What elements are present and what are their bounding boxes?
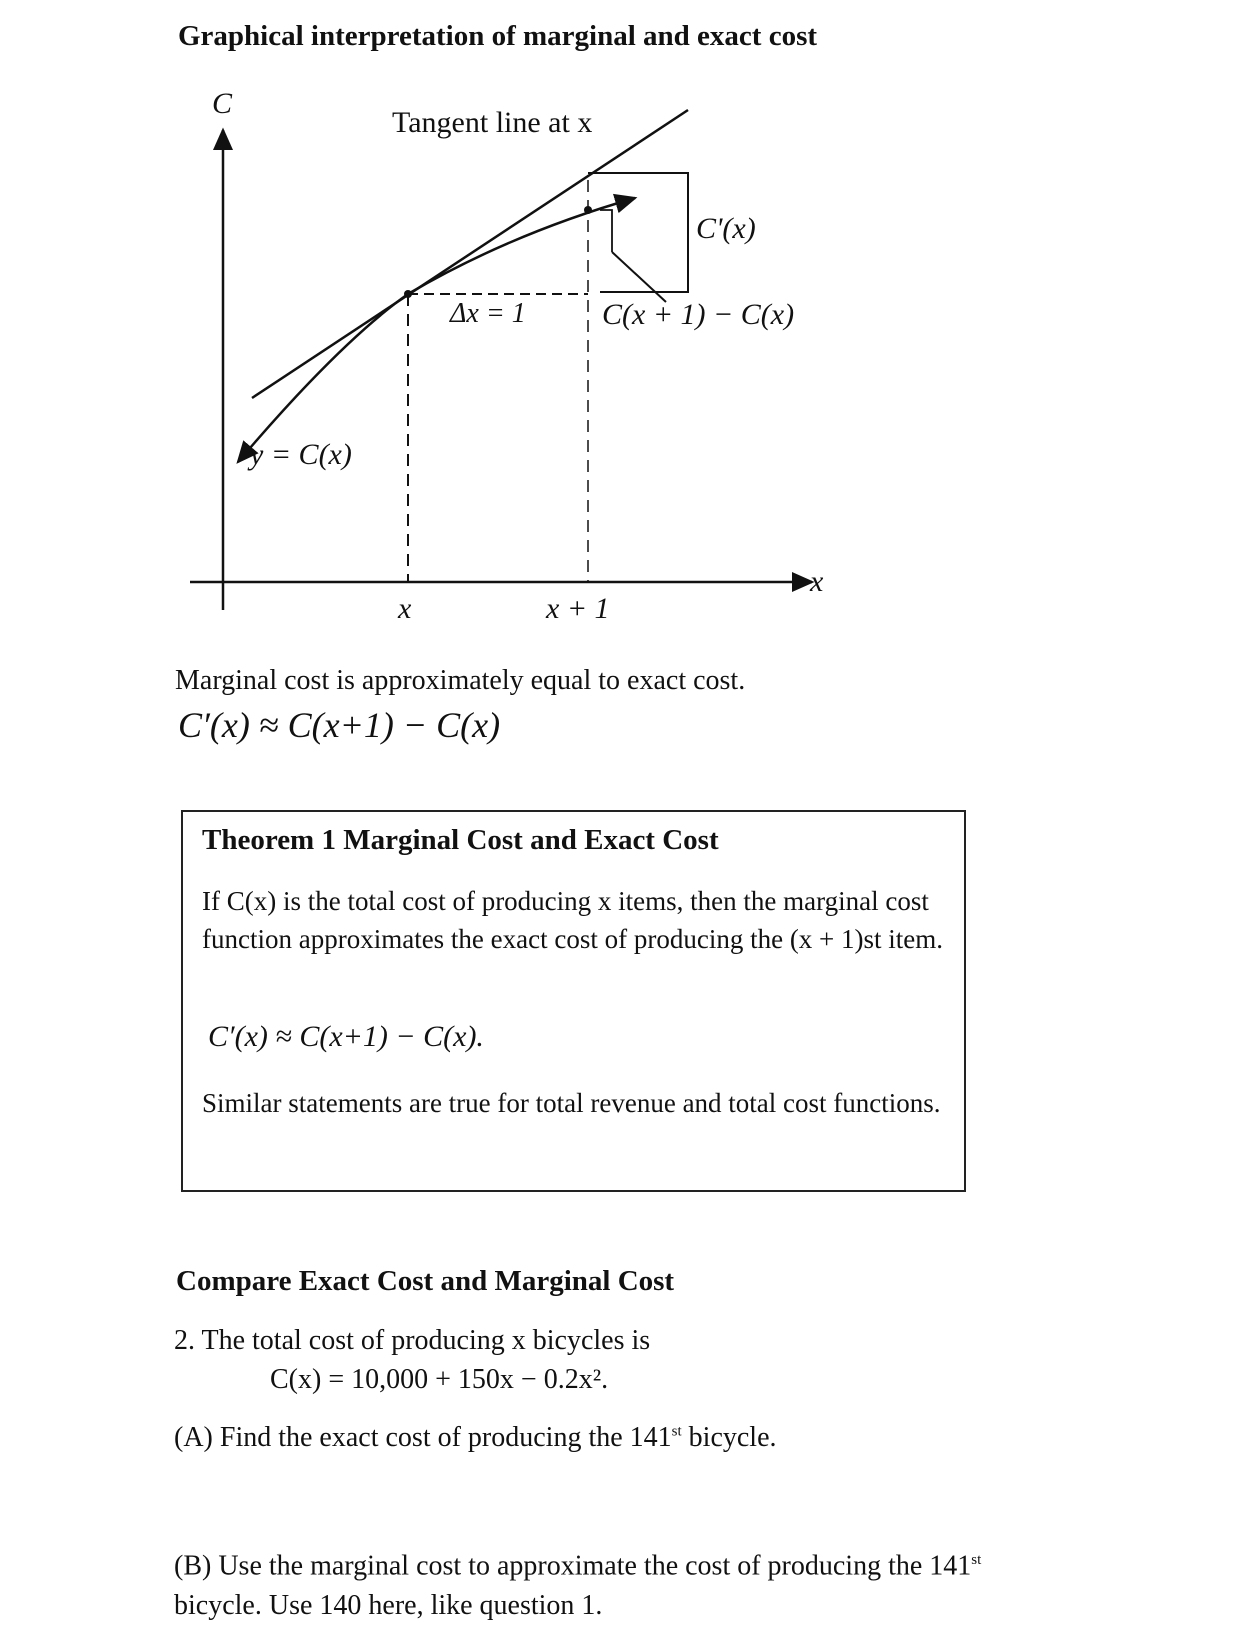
marginal-note: Marginal cost is approximately equal to exact cost. — [175, 665, 746, 696]
tangent-label: Tangent line at x — [392, 106, 593, 139]
derivative-label: C'(x) — [696, 212, 756, 245]
x-axis-label: x — [810, 565, 824, 598]
ordinal-suffix: st — [971, 1552, 982, 1568]
y-axis-label: C — [212, 87, 233, 120]
delta-label: Δx = 1 — [450, 298, 526, 329]
page-title: Graphical interpretation of marginal and exact cost — [178, 20, 818, 52]
question-2b-end: bicycle. Use 140 here, like question 1. — [174, 1590, 603, 1622]
question-2a — [174, 1422, 777, 1454]
question-2a-text: (A) Find the exact cost of producing the 141 — [174, 1422, 672, 1453]
question-2b — [174, 1540, 1074, 1626]
difference-label: C(x + 1) − C(x) — [602, 298, 795, 331]
tick-label-x1: x + 1 — [546, 592, 610, 625]
cost-graph — [180, 80, 880, 640]
tangent-line — [252, 110, 688, 398]
bracket-derivative — [588, 173, 688, 292]
question-2a-end: bicycle. — [681, 1422, 777, 1453]
ordinal-suffix: st — [671, 1423, 682, 1440]
question-2-text: 2. The total cost of producing x bicycles is — [174, 1325, 651, 1356]
curve-label: y = C(x) — [250, 438, 352, 471]
question-2b-text: (B) Use the marginal cost to approximate the cost of producing the 141 — [174, 1550, 972, 1582]
approx-formula: C′(x) ≈ C(x+1) − C(x) — [178, 705, 501, 745]
theorem-title: Theorem 1 Marginal Cost and Exact Cost — [202, 824, 719, 856]
bracket-difference — [600, 210, 612, 252]
theorem-body: If C(x) is the total cost of producing x items, then the marginal cost function approximates the exact cost of producing the (x + 1)st item. — [202, 886, 944, 954]
cost-curve — [238, 294, 408, 462]
tick-label-x: x — [398, 592, 412, 625]
theorem-note: Similar statements are true for total revenue and total cost functions. — [202, 1088, 941, 1118]
cost-curve-upper — [408, 198, 635, 294]
section-title: Compare Exact Cost and Marginal Cost — [176, 1265, 675, 1297]
pointer-line — [612, 252, 666, 302]
theorem-formula: C′(x) ≈ C(x+1) − C(x). — [208, 1020, 484, 1053]
theorem-box — [181, 810, 966, 1192]
question-2-formula: C(x) = 10,000 + 150x − 0.2x². — [270, 1364, 609, 1395]
